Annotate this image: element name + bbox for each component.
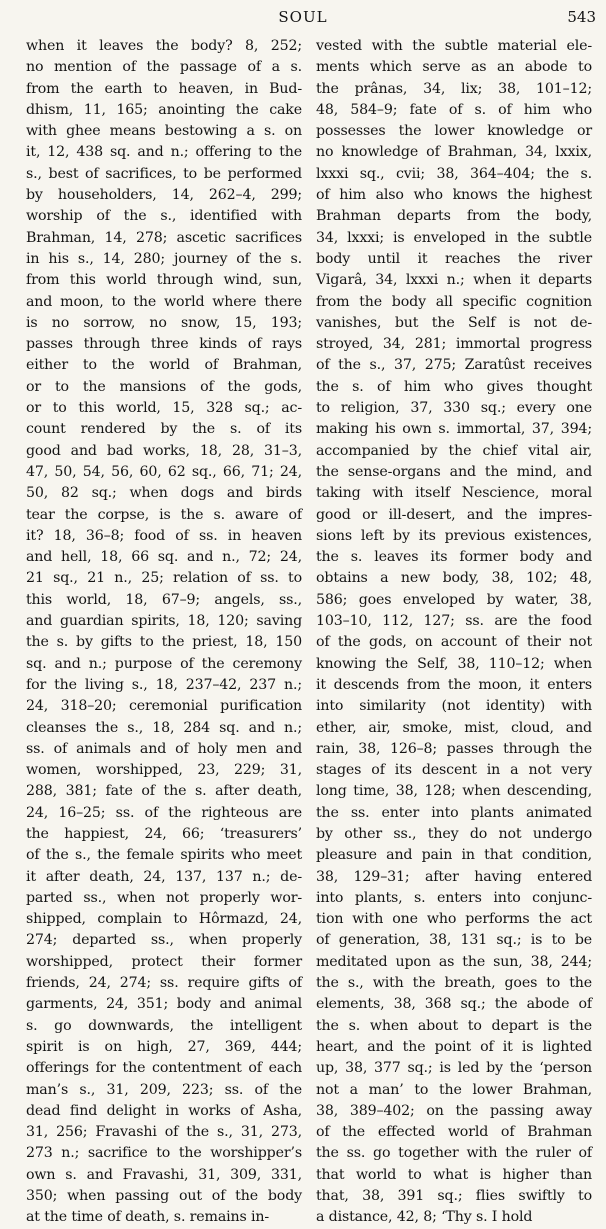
index-line: or to the mansions of the gods, bbox=[26, 378, 302, 395]
index-line: 103–10, 112, 127; ss. are the food bbox=[316, 613, 592, 630]
index-line: of the s., the female spirits who meet bbox=[26, 847, 302, 864]
index-line: vanishes, but the Self is not de- bbox=[316, 314, 592, 331]
index-line: pleasure and pain in that condition, bbox=[316, 847, 592, 864]
index-line: shipped, complain to Hôrmazd, 24, bbox=[26, 911, 302, 928]
index-line: lxxxi sq., cvii; 38, 364–404; the s. bbox=[316, 165, 592, 182]
index-line: the s. by gifts to the priest, 18, 150 bbox=[26, 634, 302, 651]
index-line: of the s., 37, 275; Zaratûst receives bbox=[316, 357, 592, 374]
index-line: obtains a new body, 38, 102; 48, bbox=[316, 570, 592, 587]
index-line: 47, 50, 54, 56, 60, 62 sq., 66, 71; 24, bbox=[26, 463, 302, 480]
index-line: making his own s. immortal, 37, 394; bbox=[316, 421, 592, 438]
index-line: stroyed, 34, 281; immortal progress bbox=[316, 336, 592, 353]
index-line: this world, 18, 67–9; angels, ss., bbox=[26, 591, 302, 608]
index-line: 48, 584–9; fate of s. of him who bbox=[316, 101, 592, 118]
index-line: heart, and the point of it is lighted bbox=[316, 1038, 592, 1055]
index-line: 50, 82 sq.; when dogs and birds bbox=[26, 485, 302, 502]
index-line: for the living s., 18, 237–42, 237 n.; bbox=[26, 676, 302, 693]
index-line: dead find delight in works of Asha, bbox=[26, 1102, 302, 1119]
index-line: garments, 24, 351; body and animal bbox=[26, 996, 302, 1013]
index-line: into plants, s. enters into conjunc- bbox=[316, 889, 592, 906]
index-line: possesses the lower knowledge or bbox=[316, 123, 592, 140]
index-line: by householders, 14, 262–4, 299; bbox=[26, 187, 302, 204]
index-line: at the time of death, s. remains in- bbox=[26, 1209, 270, 1226]
index-line: s., best of sacrifices, to be performed bbox=[26, 165, 302, 182]
index-line: body until it reaches the river bbox=[316, 250, 592, 267]
index-line: it? 18, 36–8; food of ss. in heaven bbox=[26, 527, 302, 544]
running-head bbox=[0, 8, 606, 28]
index-line: in his s., 14, 280; journey of the s. bbox=[26, 250, 302, 267]
index-line: worshipped, protect their former bbox=[26, 953, 302, 970]
index-line: sq. and n.; purpose of the ceremony bbox=[26, 655, 302, 672]
index-line: dhism, 11, 165; anointing the cake bbox=[26, 101, 302, 118]
left-column bbox=[26, 36, 302, 1226]
index-line: is no sorrow, no snow, 15, 193; bbox=[26, 314, 302, 331]
index-line: 24, 16–25; ss. of the righteous are bbox=[26, 804, 302, 821]
index-line: vested with the subtle material ele- bbox=[316, 38, 592, 54]
index-line: taking with itself Nescience, moral bbox=[316, 485, 592, 502]
index-line: up, 38, 377 sq.; is led by the ‘person bbox=[316, 1060, 592, 1077]
index-line: Brahman, 14, 278; ascetic sacrifices bbox=[26, 229, 302, 246]
index-line: friends, 24, 274; ss. require gifts of bbox=[26, 975, 302, 992]
index-line: that world to what is higher than bbox=[316, 1166, 592, 1183]
index-line: it descends from the moon, it enters bbox=[316, 676, 592, 693]
index-line: no mention of the passage of a s. bbox=[26, 59, 302, 76]
index-line: it, 12, 438 sq. and n.; offering to the bbox=[26, 144, 302, 161]
index-line: when it leaves the body? 8, 252; bbox=[26, 38, 302, 54]
index-line: tear the corpse, is the s. aware of bbox=[26, 506, 302, 523]
index-line: of the effected world of Brahman bbox=[316, 1124, 592, 1141]
index-line: Vigarâ, 34, lxxxi n.; when it departs bbox=[316, 272, 592, 289]
index-line: 38, 129–31; after having entered bbox=[316, 868, 592, 885]
index-line: tion with one who performs the act bbox=[316, 911, 592, 928]
index-line: 586; goes enveloped by water, 38, bbox=[316, 591, 592, 608]
index-line: either to the world of Brahman, bbox=[26, 357, 302, 374]
index-line: the prânas, 34, lix; 38, 101–12; bbox=[316, 80, 592, 97]
index-line: and hell, 18, 66 sq. and n., 72; 24, bbox=[26, 549, 302, 566]
index-line: the ss. go together with the ruler of bbox=[316, 1145, 592, 1162]
index-line: ss. of animals and of holy men and bbox=[26, 740, 302, 757]
page-number: 543 bbox=[567, 8, 596, 26]
index-line: 34, lxxxi; is enveloped in the subtle bbox=[316, 229, 592, 246]
index-line: passes through three kinds of rays bbox=[26, 336, 302, 353]
index-line: not a man’ to the lower Brahman, bbox=[316, 1081, 592, 1098]
index-line: of the gods, on account of their not bbox=[316, 634, 592, 651]
index-line: of him also who knows the highest bbox=[316, 187, 592, 204]
index-line: to religion, 37, 330 sq.; every one bbox=[316, 400, 592, 417]
index-line: women, worshipped, 23, 229; 31, bbox=[26, 762, 302, 779]
index-line: a distance, 42, 8; ‘Thy s. I hold bbox=[316, 1209, 533, 1226]
index-line: accompanied by the chief vital air, bbox=[316, 442, 592, 459]
index-line: the sense-organs and the mind, and bbox=[316, 463, 592, 480]
index-line: own s. and Fravashi, 31, 309, 331, bbox=[26, 1166, 302, 1183]
index-columns bbox=[26, 36, 596, 1226]
index-line: ments which serve as an abode to bbox=[316, 59, 592, 76]
index-line: the happiest, 24, 66; ‘treasurers’ bbox=[26, 825, 302, 842]
index-line: offerings for the contentment of each bbox=[26, 1060, 302, 1077]
index-line: meditated upon as the sun, 38, 244; bbox=[316, 953, 592, 970]
index-line: with ghee means bestowing a s. on bbox=[26, 123, 302, 140]
index-line: or to this world, 15, 328 sq.; ac- bbox=[26, 400, 302, 417]
index-line: the s. leaves its former body and bbox=[316, 549, 592, 566]
index-line: the s. of him who gives thought bbox=[316, 378, 592, 395]
index-line: Brahman departs from the body, bbox=[316, 208, 592, 225]
index-line: 274; departed ss., when properly bbox=[26, 932, 302, 949]
index-line: count rendered by the s. of its bbox=[26, 421, 302, 438]
index-line: of generation, 38, 131 sq.; is to be bbox=[316, 932, 592, 949]
right-column bbox=[316, 36, 592, 1226]
index-line: man’s s., 31, 209, 223; ss. of the bbox=[26, 1081, 302, 1098]
index-line: from the earth to heaven, in Bud- bbox=[26, 80, 302, 97]
index-line: long time, 38, 128; when descending, bbox=[316, 783, 592, 800]
index-line: good or ill-desert, and the impres- bbox=[316, 506, 592, 523]
index-line: sions left by its previous existences, bbox=[316, 527, 592, 544]
index-line: spirit is on high, 27, 369, 444; bbox=[26, 1038, 302, 1055]
index-line: from the body all specific cognition bbox=[316, 293, 592, 310]
index-line: elements, 38, 368 sq.; the abode of bbox=[316, 996, 592, 1013]
index-line: ether, air, smoke, mist, cloud, and bbox=[316, 719, 592, 736]
index-line: 31, 256; Fravashi of the s., 31, 273, bbox=[26, 1124, 302, 1141]
index-line: good and bad works, 18, 28, 31–3, bbox=[26, 442, 302, 459]
index-line: stages of its descent in a not very bbox=[316, 762, 592, 779]
index-line: 24, 318–20; ceremonial purification bbox=[26, 698, 302, 715]
index-line: rain, 38, 126–8; passes through the bbox=[316, 740, 592, 757]
index-line: s. go downwards, the intelligent bbox=[26, 1017, 302, 1034]
index-line: it after death, 24, 137, 137 n.; de- bbox=[26, 868, 302, 885]
index-line: the s., with the breath, goes to the bbox=[316, 975, 592, 992]
index-line: 38, 389–402; on the passing away bbox=[316, 1102, 592, 1119]
index-line: 350; when passing out of the body bbox=[26, 1188, 302, 1205]
index-line: cleanses the s., 18, 284 sq. and n.; bbox=[26, 719, 302, 736]
index-line: 21 sq., 21 n., 25; relation of ss. to bbox=[26, 570, 302, 587]
running-title: SOUL bbox=[278, 8, 328, 26]
index-line: the s. when about to depart is the bbox=[316, 1017, 592, 1034]
index-line: 288, 381; fate of the s. after death, bbox=[26, 783, 302, 800]
index-line: the ss. enter into plants animated bbox=[316, 804, 592, 821]
index-line: into similarity (not identity) with bbox=[316, 698, 592, 715]
index-line: that, 38, 391 sq.; flies swiftly to bbox=[316, 1188, 592, 1205]
index-line: by other ss., they do not undergo bbox=[316, 825, 592, 842]
index-line: knowing the Self, 38, 110–12; when bbox=[316, 655, 592, 672]
index-line: parted ss., when not properly wor- bbox=[26, 889, 302, 906]
index-line: and guardian spirits, 18, 120; saving bbox=[26, 613, 302, 630]
index-line: from this world through wind, sun, bbox=[26, 272, 302, 289]
index-line: 273 n.; sacrifice to the worshipper’s bbox=[26, 1145, 302, 1162]
index-line: worship of the s., identified with bbox=[26, 208, 302, 225]
index-line: no knowledge of Brahman, 34, lxxix, bbox=[316, 144, 592, 161]
index-line: and moon, to the world where there bbox=[26, 293, 302, 310]
